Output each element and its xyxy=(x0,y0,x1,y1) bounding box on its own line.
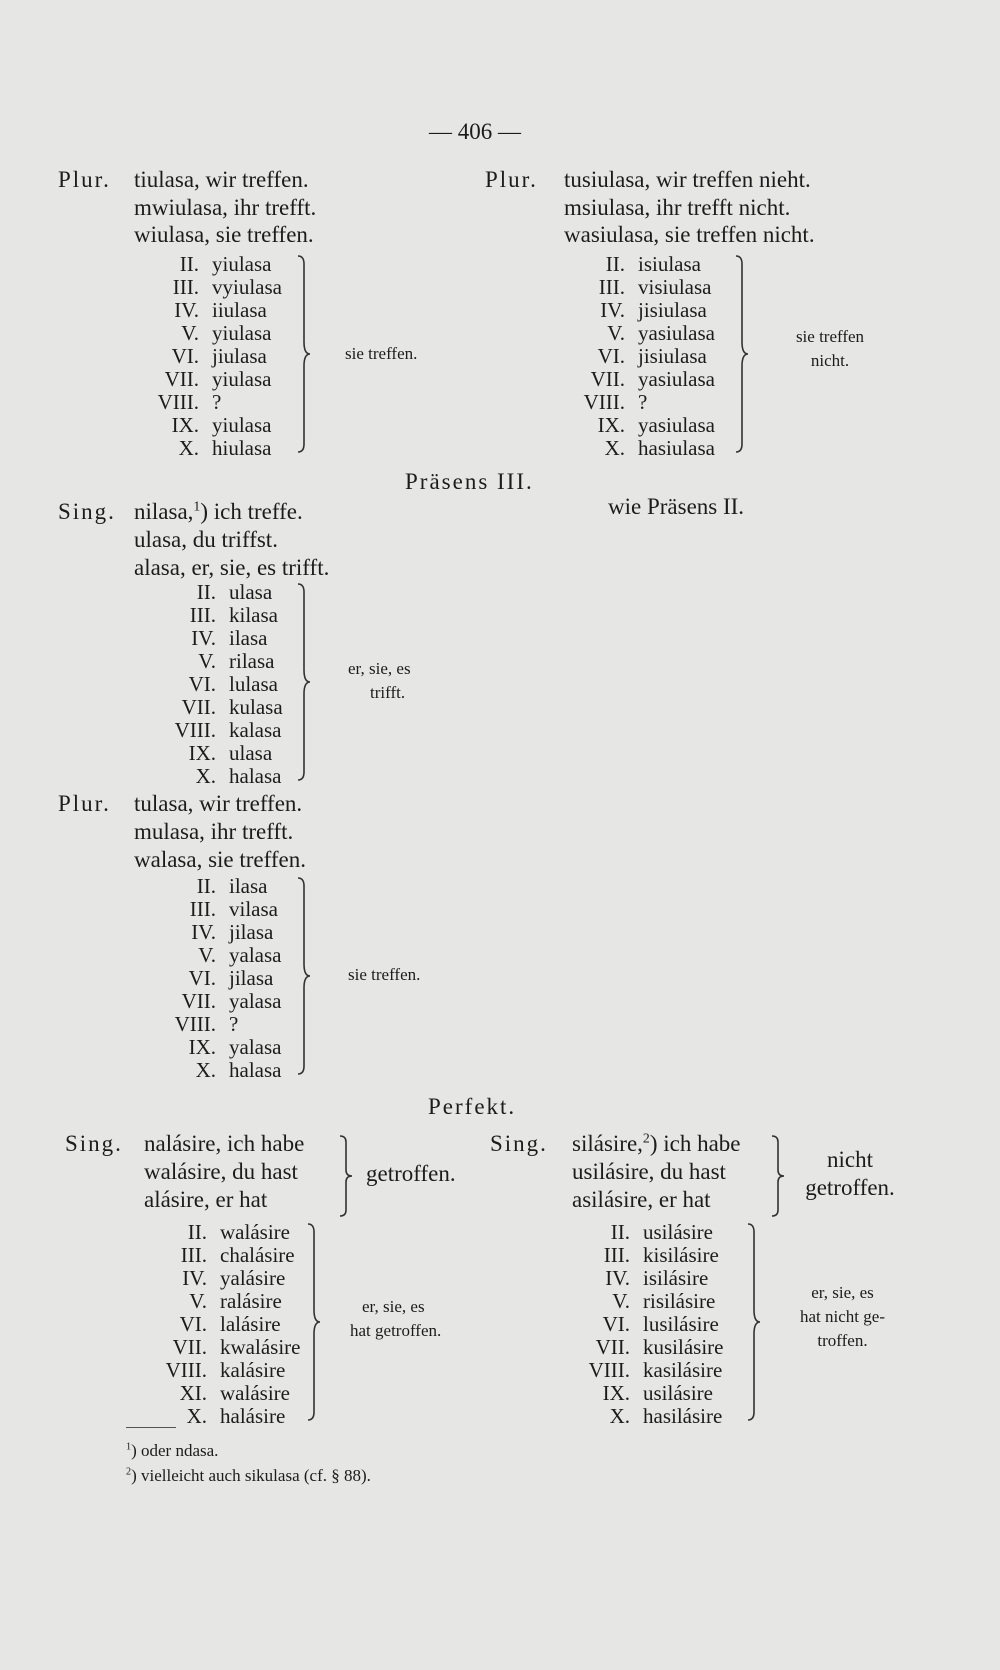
class-form: jilasa xyxy=(229,920,274,944)
class-number: VI. xyxy=(602,1312,630,1336)
class-number: V. xyxy=(189,1289,207,1313)
class-form: jisiulasa xyxy=(638,298,707,322)
class-form: vyiulasa xyxy=(212,275,282,299)
class-form: iiulasa xyxy=(212,298,267,322)
class-number: VI. xyxy=(188,672,216,696)
class-form: yiulasa xyxy=(212,413,272,437)
block6-line: usilásire, du hast xyxy=(572,1159,726,1184)
page-number: — 406 — xyxy=(429,119,521,144)
block4-label: Plur. xyxy=(58,791,111,816)
block4-brace-label: sie treffen. xyxy=(348,965,421,984)
class-form: ? xyxy=(638,390,648,414)
class-form: walásire xyxy=(220,1381,290,1405)
block3-line: ulasa, du triffst. xyxy=(134,527,278,552)
class-number: X. xyxy=(609,1404,630,1428)
block2-label: Plur. xyxy=(485,167,538,192)
class-form: hasilásire xyxy=(643,1404,723,1428)
class-number: VIII. xyxy=(588,1358,630,1382)
class-form: lulasa xyxy=(229,672,278,696)
class-form: rilasa xyxy=(229,649,275,673)
class-number: IX. xyxy=(188,1035,216,1059)
block2-line: tusiulasa, wir treffen nieht. xyxy=(564,167,811,192)
class-number: VII. xyxy=(181,695,216,719)
footnote-2: $^2$) vielleicht auch sikulasa (cf. § 88). xyxy=(126,1466,371,1485)
class-number: X. xyxy=(178,436,199,460)
block6-brace-label: troffen. xyxy=(817,1331,868,1350)
class-number: VI. xyxy=(171,344,199,368)
class-form: jilasa xyxy=(229,966,274,990)
block5-main-brace xyxy=(338,1134,354,1218)
block3-line: nilasa,$^1$) ich treffe. xyxy=(134,498,303,524)
class-form: kalasa xyxy=(229,718,282,742)
class-form: vilasa xyxy=(229,897,278,921)
class-form: halásire xyxy=(220,1404,286,1428)
class-number: IV. xyxy=(191,626,216,650)
class-form: usilásire xyxy=(643,1220,713,1244)
block6-line: silásire,$^2$) ich habe xyxy=(572,1130,741,1156)
class-form: yalásire xyxy=(220,1266,286,1290)
class-number: IX. xyxy=(602,1381,630,1405)
class-number: III. xyxy=(598,275,625,299)
block6-brace-main: nicht xyxy=(827,1147,873,1172)
class-number: II. xyxy=(196,874,216,898)
block4-line: tulasa, wir treffen. xyxy=(134,791,303,816)
class-form: kilasa xyxy=(229,603,278,627)
class-number: V. xyxy=(612,1289,630,1313)
class-form: lalásire xyxy=(220,1312,281,1336)
block3-brace-label: trifft. xyxy=(370,683,406,702)
class-form: yalasa xyxy=(229,1035,282,1059)
class-number: IV. xyxy=(174,298,199,322)
class-number: II. xyxy=(610,1220,630,1244)
block4-brace xyxy=(296,876,312,1076)
class-number: III. xyxy=(603,1243,630,1267)
class-number: V. xyxy=(198,943,216,967)
class-number: VII. xyxy=(590,367,625,391)
class-number: V. xyxy=(198,649,216,673)
class-form: usilásire xyxy=(643,1381,713,1405)
class-number: VI. xyxy=(188,966,216,990)
class-number: VIII. xyxy=(583,390,625,414)
class-number: VII. xyxy=(164,367,199,391)
block1-line: mwiulasa, ihr trefft. xyxy=(134,195,317,220)
class-form: yiulasa xyxy=(212,252,272,276)
block3-brace xyxy=(296,582,312,782)
class-form: yasiulasa xyxy=(638,413,715,437)
class-number: III. xyxy=(189,603,216,627)
class-number: V. xyxy=(607,321,625,345)
class-form: yalasa xyxy=(229,989,282,1013)
class-number: IX. xyxy=(188,741,216,765)
heading-perfekt: Perfekt. xyxy=(428,1094,517,1119)
block1-label: Plur. xyxy=(58,167,111,192)
block2-line: wasiulasa, sie treffen nicht. xyxy=(564,222,815,247)
class-form: kusilásire xyxy=(643,1335,724,1359)
class-form: ilasa xyxy=(229,874,268,898)
class-number: V. xyxy=(181,321,199,345)
class-form: ulasa xyxy=(229,580,273,604)
class-form: halasa xyxy=(229,764,282,788)
class-number: VIII. xyxy=(165,1358,207,1382)
block5-label: Sing. xyxy=(65,1131,123,1156)
block5-brace-label: hat getroffen. xyxy=(350,1321,442,1340)
class-form: jisiulasa xyxy=(638,344,707,368)
class-form: walásire xyxy=(220,1220,290,1244)
class-number: XI. xyxy=(179,1381,207,1405)
block5-brace-label: er, sie, es xyxy=(362,1297,425,1316)
class-number: IX. xyxy=(171,413,199,437)
class-form: visiulasa xyxy=(638,275,712,299)
block6-main-brace xyxy=(770,1134,786,1218)
block3-label: Sing. xyxy=(58,499,116,524)
class-form: hasiulasa xyxy=(638,436,715,460)
heading-praesens-iii: Präsens III. xyxy=(405,469,534,494)
block4-line: mulasa, ihr trefft. xyxy=(134,819,294,844)
class-number: IX. xyxy=(597,413,625,437)
block2-brace xyxy=(734,254,750,454)
wie-praesens-note: wie Präsens II. xyxy=(608,494,745,519)
class-number: IV. xyxy=(191,920,216,944)
class-number: VIII. xyxy=(157,390,199,414)
block6-brace-label: hat nicht ge- xyxy=(800,1307,885,1326)
block6-label: Sing. xyxy=(490,1131,548,1156)
class-number: IV. xyxy=(605,1266,630,1290)
block6-brace-label: er, sie, es xyxy=(811,1283,874,1302)
class-form: yasiulasa xyxy=(638,321,715,345)
footnote-1: $^1$) oder ndasa. xyxy=(126,1441,219,1460)
block1-line: wiulasa, sie treffen. xyxy=(134,222,314,247)
class-form: yiulasa xyxy=(212,321,272,345)
class-form: kulasa xyxy=(229,695,283,719)
class-number: VIII. xyxy=(174,718,216,742)
class-form: kwalásire xyxy=(220,1335,301,1359)
class-number: X. xyxy=(195,1058,216,1082)
class-form: kasilásire xyxy=(643,1358,723,1382)
class-form: risilásire xyxy=(643,1289,716,1313)
block5-brace xyxy=(306,1222,322,1422)
class-number: II. xyxy=(179,252,199,276)
block4-line: walasa, sie treffen. xyxy=(134,847,306,872)
class-form: yasiulasa xyxy=(638,367,715,391)
footnote-rule xyxy=(126,1427,176,1428)
class-number: VII. xyxy=(181,989,216,1013)
class-number: III. xyxy=(180,1243,207,1267)
class-number: II. xyxy=(187,1220,207,1244)
class-form: kalásire xyxy=(220,1358,286,1382)
block6-brace-main: getroffen. xyxy=(805,1175,895,1200)
class-number: IV. xyxy=(600,298,625,322)
class-number: III. xyxy=(189,897,216,921)
class-form: ralásire xyxy=(220,1289,282,1313)
block3-brace-label: er, sie, es xyxy=(348,659,411,678)
class-number: X. xyxy=(604,436,625,460)
class-number: II. xyxy=(605,252,625,276)
block5-line: alásire, er hat xyxy=(144,1187,268,1212)
block2-brace-label: sie treffen xyxy=(795,327,865,346)
block6-line: asilásire, er hat xyxy=(572,1187,711,1212)
class-form: jiulasa xyxy=(212,344,267,368)
class-form: ulasa xyxy=(229,741,273,765)
class-number: VIII. xyxy=(174,1012,216,1036)
block5-line: walásire, du hast xyxy=(144,1159,298,1184)
class-number: VI. xyxy=(179,1312,207,1336)
class-form: ? xyxy=(212,390,222,414)
class-form: isilásire xyxy=(643,1266,709,1290)
class-number: X. xyxy=(186,1404,207,1428)
class-form: kisilásire xyxy=(643,1243,719,1267)
block5-brace-main: getroffen. xyxy=(366,1161,456,1186)
class-form: halasa xyxy=(229,1058,282,1082)
class-form: isiulasa xyxy=(638,252,701,276)
class-form: ? xyxy=(229,1012,239,1036)
block1-brace-label: sie treffen. xyxy=(345,344,418,363)
class-number: VI. xyxy=(597,344,625,368)
class-number: IV. xyxy=(182,1266,207,1290)
class-form: ilasa xyxy=(229,626,268,650)
class-number: VII. xyxy=(595,1335,630,1359)
block6-brace xyxy=(746,1222,762,1422)
class-form: chalásire xyxy=(220,1243,295,1267)
block1-brace xyxy=(296,254,312,454)
block5-line: nalásire, ich habe xyxy=(144,1131,305,1156)
class-form: yiulasa xyxy=(212,367,272,391)
class-form: yalasa xyxy=(229,943,282,967)
class-number: VII. xyxy=(172,1335,207,1359)
block2-line: msiulasa, ihr trefft nicht. xyxy=(564,195,791,220)
class-number: II. xyxy=(196,580,216,604)
block1-line: tiulasa, wir treffen. xyxy=(134,167,309,192)
class-number: X. xyxy=(195,764,216,788)
class-form: lusilásire xyxy=(643,1312,719,1336)
class-number: III. xyxy=(172,275,199,299)
block2-brace-label: nicht. xyxy=(810,351,850,370)
block3-line: alasa, er, sie, es trifft. xyxy=(134,555,330,580)
class-form: hiulasa xyxy=(212,436,272,460)
